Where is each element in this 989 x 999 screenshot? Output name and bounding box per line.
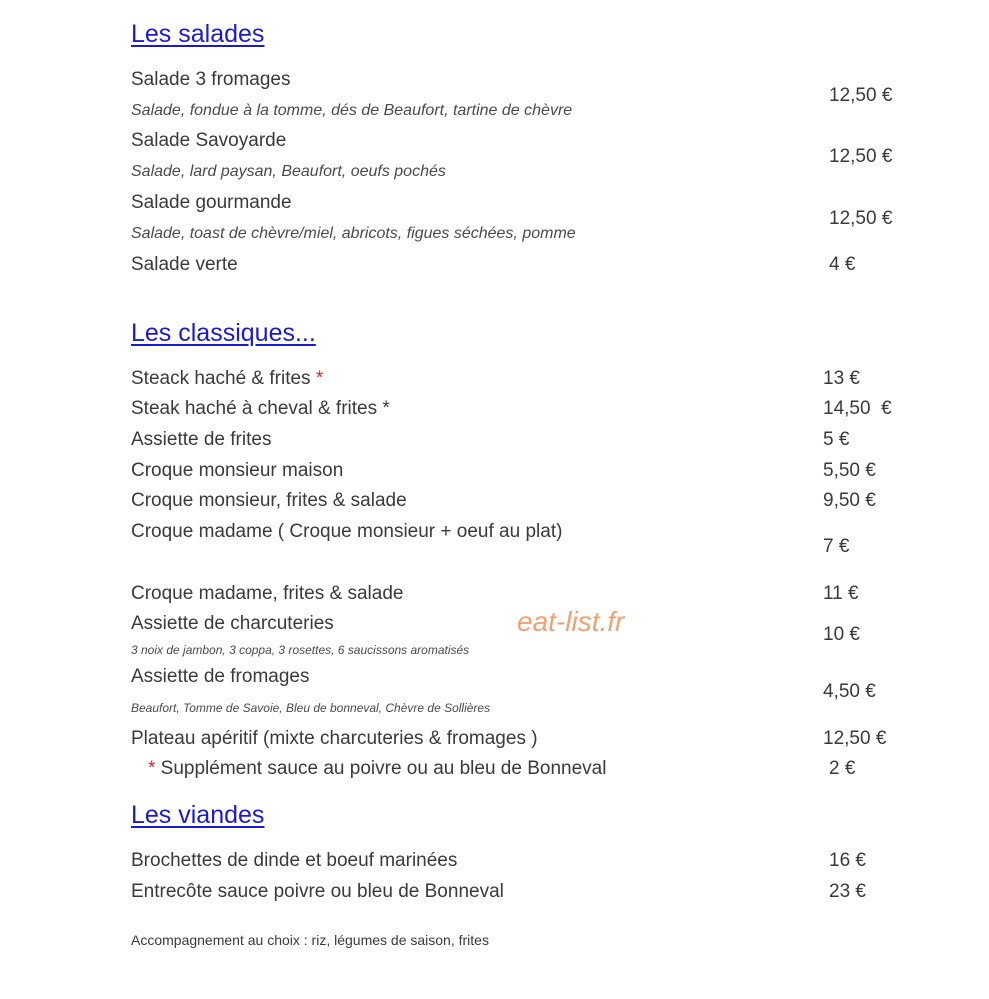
menu-item-name: Salade Savoyarde — [131, 130, 287, 151]
menu-item-name: Salade verte — [131, 254, 238, 275]
menu-item-name: Croque monsieur maison — [131, 460, 344, 481]
menu-item-price: 13 € — [823, 368, 860, 389]
menu-item-name: Entrecôte sauce poivre ou bleu de Bonneval — [131, 881, 504, 902]
menu-item-name: Assiette de fromages — [131, 666, 310, 687]
menu-item-price: 5,50 € — [823, 460, 876, 481]
menu-item-price: 12,50 € — [829, 85, 893, 106]
menu-item-price: 7 € — [823, 536, 850, 557]
section-title-viandes[interactable]: Les viandes — [131, 801, 265, 829]
supplement-line — [148, 758, 606, 780]
menu-item-name: Salade gourmande — [131, 192, 292, 213]
menu-item-price: 4 € — [829, 254, 856, 275]
menu-item-name: Salade 3 fromages — [131, 69, 291, 90]
menu-item-name: Brochettes de dinde et boeuf marinées — [131, 850, 458, 871]
asterisk-mark: * — [315, 368, 324, 389]
menu-item-price: 12,50 € — [823, 728, 887, 749]
menu-item-name: Assiette de charcuteries — [131, 613, 334, 634]
section-title-classiques[interactable]: Les classiques... — [131, 319, 316, 347]
accompaniment-note: Accompagnement au choix : riz, légumes de saison, frites — [131, 932, 489, 948]
menu-item-name-text: Steack haché & frites — [131, 368, 311, 389]
supplement-text: Supplément sauce au poivre ou au bleu de Bonneval — [155, 758, 607, 779]
watermark: eat-list.fr — [517, 606, 625, 637]
menu-item-name: Croque madame ( Croque monsieur + oeuf au plat) — [131, 521, 563, 542]
menu-item-name — [131, 368, 323, 390]
menu-item-price: 23 € — [829, 881, 866, 902]
menu-item-description: Beaufort, Tomme de Savoie, Bleu de bonneval, Chèvre de Sollières — [131, 701, 491, 715]
menu-item-name: Plateau apéritif (mixte charcuteries & fromages ) — [131, 728, 538, 749]
menu-item-price: 16 € — [829, 850, 866, 871]
menu-item-description: Salade, lard paysan, Beaufort, oeufs pochés — [131, 163, 446, 180]
menu-item-price: 5 € — [823, 429, 850, 450]
menu-item-description: Salade, toast de chèvre/miel, abricots, figues séchées, pomme — [131, 225, 576, 242]
menu-item-price: 10 € — [823, 624, 860, 645]
asterisk-mark: * — [148, 758, 156, 779]
menu-item-price: 11 € — [823, 583, 859, 604]
menu-item-price: 14,50 € — [823, 398, 892, 419]
menu-item-description: Salade, fondue à la tomme, dés de Beaufort, tartine de chèvre — [131, 102, 573, 119]
section-title-salades[interactable]: Les salades — [131, 20, 265, 48]
menu-item-name: Assiette de frites — [131, 429, 272, 450]
menu-item-price: 12,50 € — [829, 208, 893, 229]
menu-item-name: Croque madame, frites & salade — [131, 583, 404, 604]
menu-item-price: 4,50 € — [823, 681, 876, 702]
menu-item-price: 12,50 € — [829, 146, 893, 167]
menu-item-price: 9,50 € — [823, 490, 876, 511]
menu-item-description: 3 noix de jambon, 3 coppa, 3 rosettes, 6 saucissons aromatisés — [131, 643, 470, 657]
menu-item-name: Steak haché à cheval & frites * — [131, 398, 390, 419]
supplement-price: 2 € — [829, 758, 856, 779]
menu-item-name: Croque monsieur, frites & salade — [131, 490, 407, 511]
